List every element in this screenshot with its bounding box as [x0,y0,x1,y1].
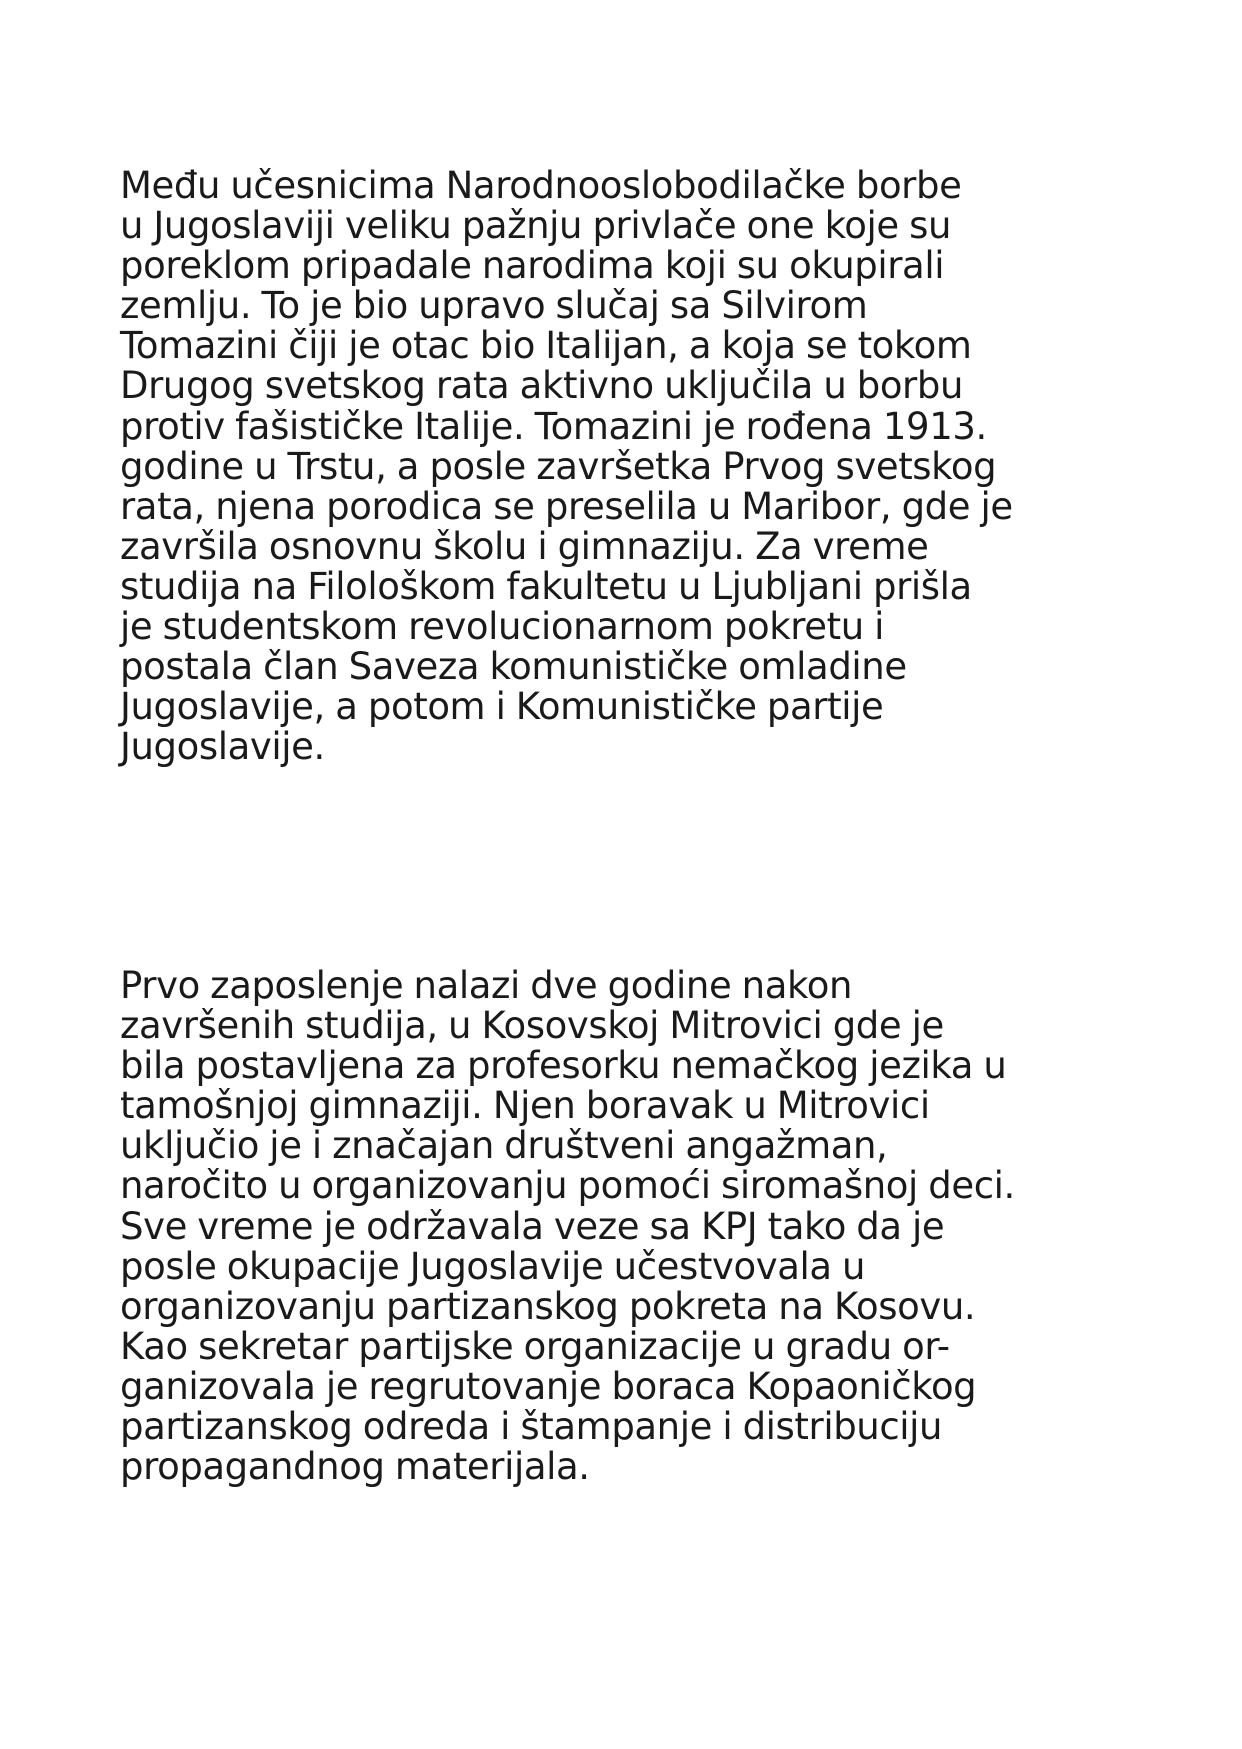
paragraph-1 [120,166,1150,767]
paragraph-line: propagandnog materijala. [120,1445,590,1489]
paragraph-line: organizovanju partizanskog pokreta na Kosovu. [120,1284,976,1328]
paragraph-line: rata, njena porodica se preselila u Maribor, gde je [120,484,1013,528]
paragraph-line: završila osnovnu školu i gimnaziju. Za vreme [120,524,929,568]
paragraph-line: postala član Saveza komunističke omladine [120,645,907,689]
paragraph-2 [120,966,1150,1487]
paragraph-line: Jugoslavije. [120,725,325,769]
paragraph-line: studija na Filološkom fakultetu u Ljubljani prišla [120,564,972,608]
paragraph-line: je studentskom revolucionarnom pokretu i [120,605,885,649]
paragraph-line: ganizovala je regrutovanje boraca Kopaoničkog [120,1364,977,1408]
paragraph-line: Drugog svetskog rata aktivno uključila u borbu [120,364,964,408]
paragraph-line: Tomazini čiji je otac bio Italijan, a koja se tokom [120,324,972,368]
paragraph-line: Prvo zaposlenje nalazi dve godine nakon [120,964,852,1007]
paragraph-line: Među učesnicima Narodnooslobodilačke borbe [120,164,962,207]
paragraph-line: naročito u organizovanju pomoći siromašnoj deci. [120,1164,1015,1208]
paragraph-line: poreklom pripadale narodima koji su okupirali [120,244,945,288]
paragraph-line: u Jugoslaviji veliku pažnju privlače one koje su [120,204,952,248]
paragraph-line: tamošnjoj gimnaziji. Njen boravak u Mitrovici [120,1084,930,1128]
paragraph-line: godine u Trstu, a posle završetka Prvog svetskog [120,444,997,488]
paragraph-line: bila postavljena za profesorku nemačkog jezika u [120,1044,1007,1088]
paragraph-line: protiv fašističke Italije. Tomazini je rođena 1913. [120,404,987,448]
paragraph-line: Kao sekretar partijske organizacije u gradu or- [120,1324,950,1368]
paragraph-line: Jugoslavije, a potom i Komunističke partije [120,685,884,729]
paragraph-line: posle okupacije Jugoslavije učestvovala u [120,1244,866,1288]
paragraph-line: partizanskog odreda i štampanje i distribuciju [120,1405,943,1449]
paragraph-line: Sve vreme je održavala veze sa KPJ tako da je [120,1204,945,1248]
paragraph-line: zemlju. To je bio upravo slučaj sa Silvirom [120,284,868,328]
paragraph-line: uključio je i značajan društveni angažman, [120,1124,888,1168]
paragraph-line: završenih studija, u Kosovskoj Mitrovici gde je [120,1004,944,1048]
